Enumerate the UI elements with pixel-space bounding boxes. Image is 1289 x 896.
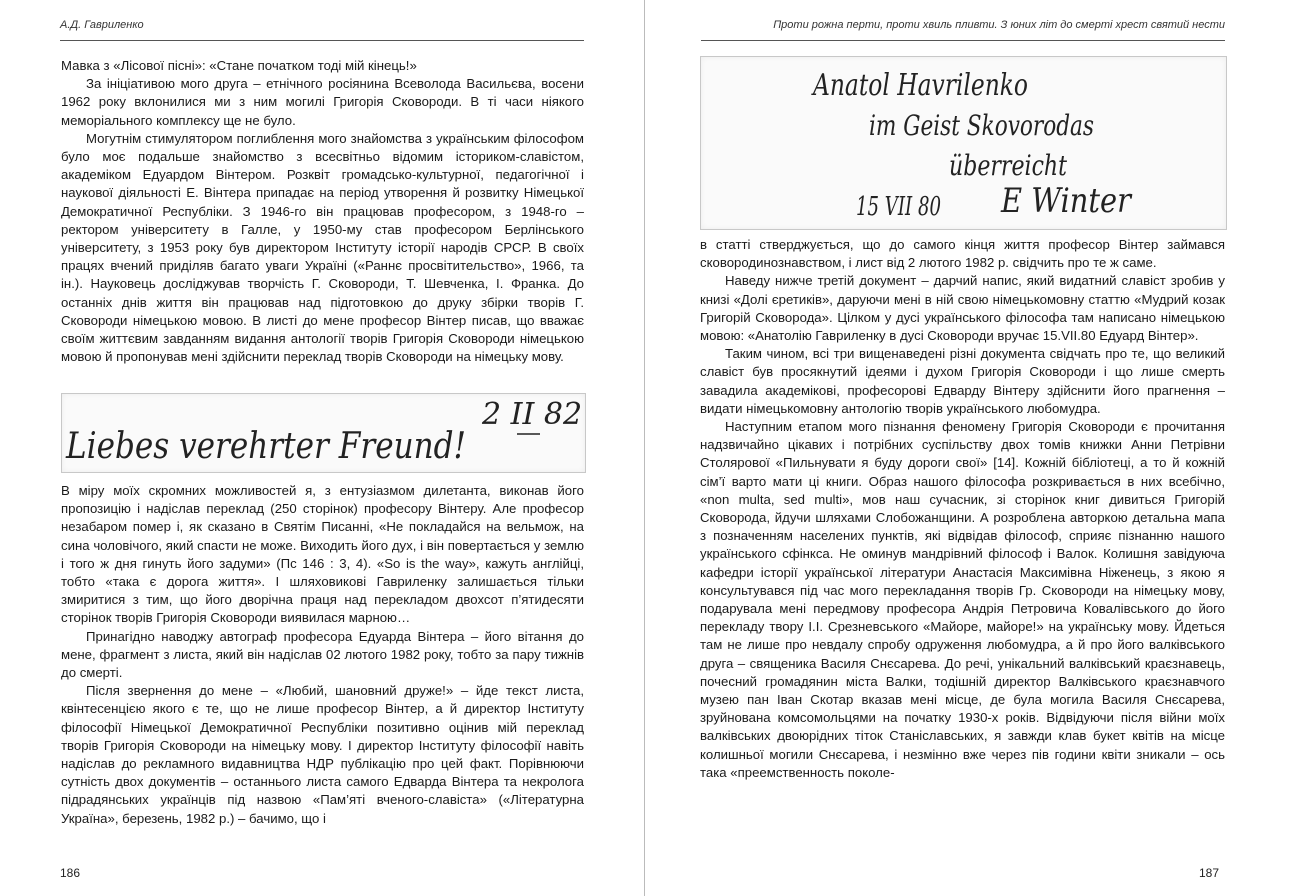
paragraph: Мавка з «Лісової пісні»: «Стане початком тоді мій кінець!»: [61, 58, 417, 73]
right-header-rule: [701, 40, 1225, 41]
inscription-line-2: im Geist Skovorodas: [869, 109, 1094, 142]
inscription-date: 15 VII 80: [856, 192, 941, 222]
paragraph: Наведу нижче третій документ – дарчий напис, який видатний славіст зробив у книзі «Долі єретиків», даруючи мені в ній свою німецькомовну статтю «Мудрий козак Григорій Сковорода». Цілком у дусі українського філософа там написано німецькою мовою: «Анатолію Гавриленку в дусі Сковороди вручає 15.VII.80 Едуард Вінтер».: [700, 273, 1225, 344]
left-running-head: А.Д. Гавриленко: [60, 19, 144, 31]
left-bottom-text: [61, 482, 584, 828]
paragraph: Принагідно наводжу автограф професора Едуарда Вінтера – його вітання до мене, фрагмент з листа, який він надіслав 02 лютого 1982 року, тобто за пару тижнів до смерті.: [61, 628, 584, 681]
left-top-text: [61, 57, 584, 366]
inscription-signature: E Winter: [1000, 181, 1133, 221]
left-page-number: 186: [60, 866, 81, 880]
letter-date: 2 II 82: [482, 397, 583, 432]
paragraph: Після звернення до мене – «Любий, шановний друже!» – йде текст листа, квінтесенцією якого є те, що не лише професор Вінтер, а й директор Інституту філософії Німецької Демократичної Республіки позитивно оцінив мій переклад творів Григорія Сковороди на німецьку мову. І директор Інституту філософії навіть надіслав до рекламного видавництва НДР публікацію про цей факт. Порівнюючи сутність двох документів – останнього листа самого Едварда Вінтера та некролога підрадянських українців під назвою «Пам’яті вченого-славіста» («Літературна Україна», березень, 1982 р.) – бачимо, що і: [61, 683, 584, 826]
letter-greeting: Liebes verehrter Freund!: [65, 426, 466, 467]
paragraph: Наступним етапом мого пізнання феномену Григорія Сковороди є прочитання надзвичайно цікавих і потрібних суспільству двох томів книжки Анни Петрівни Столярової «Пильнувати я буду дороги свої» [14]. Кожній бібліотеці, а то й кожній сім’ї варто мати ці книги. Образ нашого філософа розкривається в них всебічно, «non multa, sed multi», мов наш сучасник, зі сторінок книг дивиться Григорій Сковорода, йдучи шляхами Слобожанщини. А розроблена авторкою детальна мапа з позначенням населених пунктів, які відвідав філософ, сприяє пізнанню нашого українського сфінкса. Не оминув мандрівний філософ і Валок. Колишня завідуюча кафедри історії української літератури Анастасія Максимівна Ніженець, з якою я консультувався під час мого перекладання творів Гр. Сковороди на німецьку мову, подарувала мені передмову професора Андрія Петровича Ковалівського до його перекладу твору І.І. Срезневського «Майоре, майоре!» на українську мову. Йдеться там не лише про невдалу спробу одруження любомудра, а й про його валківського друга – священика Василя Снєсарева. До речі, унікальний валківський краєзнавець, почесний громадянин міста Валки, тодішній директор Валківського краєзнавчого музею пан Іван Скотар вказав мені місце, де була могила Василя Снєсарева, зруйнована комсомольцями на початку 1930-х років. Відвідуючи після війни моїх валківських двоюрідних тіток Станіславських, я завжди клав букет квітів на місце колишньої могили Снєсарева, і незмінно вже через пів години квіти зникали – ось така «преемственность поколе-: [700, 419, 1225, 780]
paragraph: в статті стверджується, що до самого кінця життя професор Вінтер займався сковородинознавством, і лист від 2 лютого 1982 р. свідчить про те ж саме.: [700, 237, 1225, 271]
inscription-line-3: überreicht: [949, 149, 1068, 182]
paragraph: За ініціативою мого друга – етнічного росіянина Всеволода Васильєва, восени 1962 року вклонилися ми з ним могилі Григорія Сковороди. В ті часи ніякого меморіального комплексу ще не було.: [61, 76, 584, 128]
inscription-line-1: Anatol Havrilenko: [810, 68, 1028, 103]
right-page-number: 187: [1198, 866, 1219, 880]
paragraph: В міру моїх скромних можливостей я, з ентузіазмом дилетанта, виконав його пропозицію і надіслав переклад (250 сторінок) професору Вінтеру. Але професор незабаром помер і, як сказано в Святім Писанні, «Не покладайся на вельмож, на сина чоловічого, який спасти не може. Виходить його дух, і він повертається у землю і того ж дня гинуть його задуми» (Пс 146 : 3, 4). «So is the way», кажуть англійці, тобто «така є дорога життя». І шляховикові Гавриленку залишається тільки змиритися з тим, що його дворічна праця над перекладом двохсот п’ятидесяти сторінок творів Григорія Сковороди виявилася марною…: [61, 483, 584, 626]
right-body-text: [700, 236, 1225, 782]
right-running-head: Проти рожна перти, проти хвиль пливти. З юних літ до смерті хрест святий нести: [773, 19, 1225, 31]
dedication-inscription-image: [700, 56, 1227, 230]
paragraph: Могутнім стимулятором поглиблення мого знайомства з українським філософом було моє подальше знайомство з всесвітньо відомим істориком-славістом, академіком Едуардом Вінтером. Розквіт громадсько-культурної, педагогічної і наукової діяльності Е. Вінтера припадає на період утворення й розвитку Німецької Демократичної Республіки. З 1946-го він працював професором, з 1948-го – ректором університету в Галле, у 1950-му став професором Берлінського університету, з 1953 року був директором Інституту історії народів СРСР. В своїх працях вчений приділяв багато уваги Україні («Раннє просвітительство», 1966, та ін.). Науковець досліджував творчість Г. Сковороди, Т. Шевченка, І. Франка. До останніх днів життя він працював над підготовкою до друку збірки творів Г. Сковороди німецькою мовою. В листі до мене професор Вінтер писав, що вважає своїм життєвим завданням видання антології творів Григорія Сковороди німецькою мовою й пропонував мені здійснити переклад творів Сковороди на німецьку мову.: [61, 130, 584, 365]
right-page: [645, 0, 1289, 896]
letter-fragment-image: [61, 393, 586, 473]
paragraph: Таким чином, всі три вищенаведені різні документа свідчать про те, що великий славіст був просякнутий ідеями і духом Григорія Сковороди і що лише смерть завадила академікові, професорові Едварду Вінтеру здійснити його прагнення – видати німецькомовну антологію творів українського любомудра.: [700, 346, 1225, 416]
left-header-rule: [60, 40, 584, 41]
